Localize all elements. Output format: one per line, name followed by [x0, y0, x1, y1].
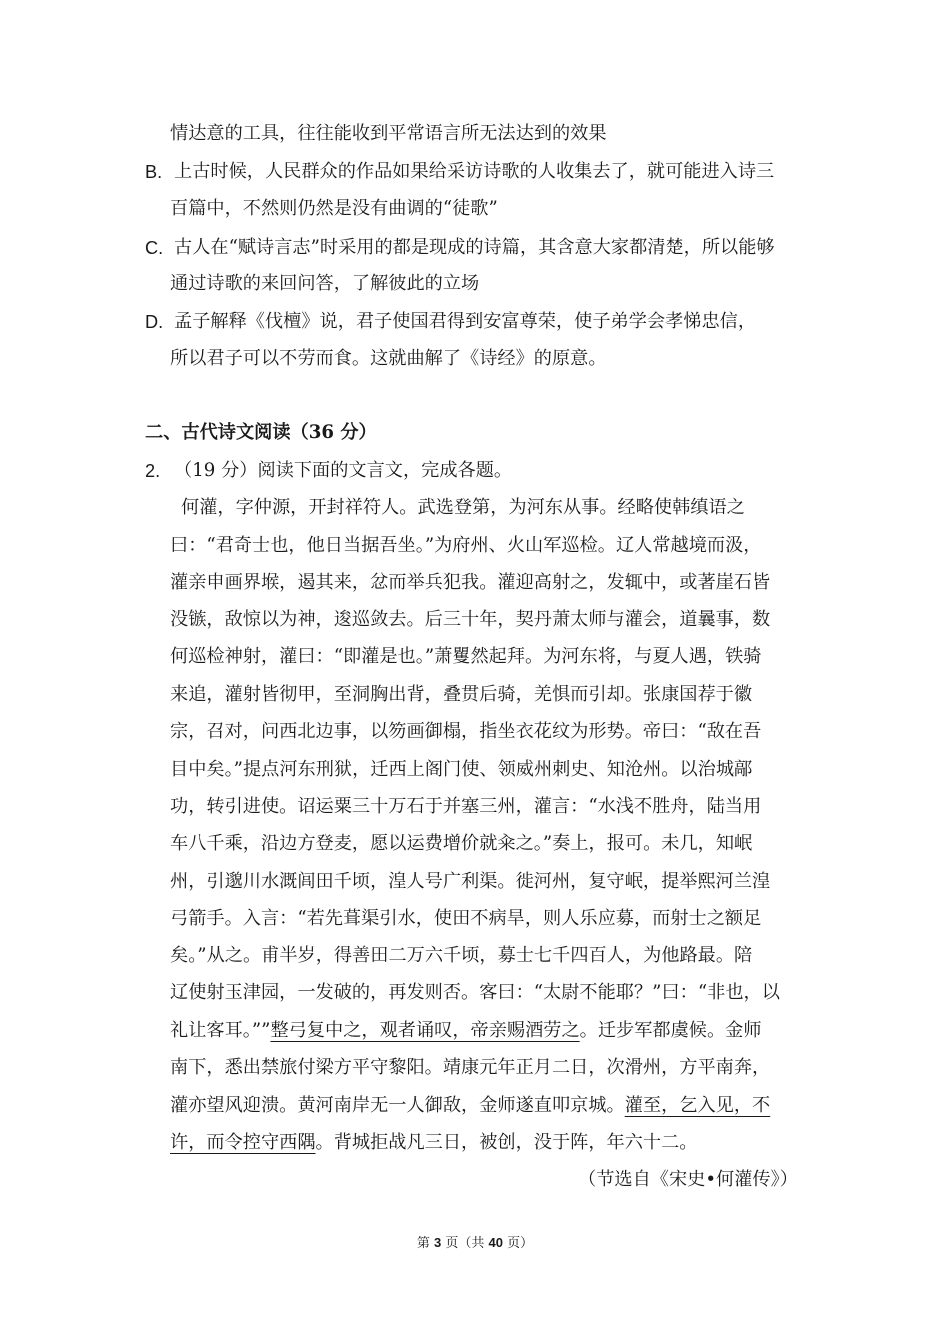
passage-line: 曰：“君奇士也，他日当据吾坐。”为府州、火山军巡检。辽人常越境而汲， — [170, 535, 762, 556]
passage-line: 灌亲申画界堠，遏其来，忿而举兵犯我。灌迎高射之，发辄中，或著崖石皆 — [170, 572, 771, 593]
passage-line: 宗，召对，问西北边事，以笏画御榻，指坐衣花纹为形势。帝曰：“敌在吾 — [170, 721, 762, 742]
option-b-line1: 上古时候，人民群众的作品如果给采访诗歌的人收集去了，就可能进入诗三 — [174, 161, 775, 182]
underlined-sentence-2-part2: 许，而令控守西隅 — [170, 1132, 316, 1153]
passage-line: 何灌，字仲源，开封祥符人。武选登第，为河东从事。经略使韩缜语之 — [181, 497, 745, 518]
passage-line: 矣。”从之。甫半岁，得善田二万六千顷，募士七千四百人，为他路最。陪 — [170, 945, 753, 966]
footer-text: 第 — [416, 1236, 435, 1251]
underlined-sentence-2-part1: 灌至，乞入见，不 — [624, 1095, 771, 1116]
page-footer — [0, 1234, 950, 1253]
footer-page-number: 3 — [434, 1235, 442, 1250]
footer-text: 页（共 — [441, 1236, 489, 1251]
passage-line — [170, 1094, 770, 1118]
passage-text: 。迁步军都虞候。金师 — [579, 1020, 762, 1041]
footer-total-pages: 40 — [488, 1235, 503, 1250]
option-d-line1: 孟子解释《伐檀》说，君子使国君得到安富尊荣，使子弟学会孝悌忠信， — [174, 311, 757, 332]
passage-line: 目中矣。”提点河东刑狱，迁西上阁门使、领威州刺史、知沧州。以治城鄗 — [170, 759, 753, 780]
passage-source: （节选自《宋史•何灌传》） — [578, 1169, 798, 1190]
underlined-sentence-1: 整弓复中之，观者诵叹，帝亲赐酒劳之 — [270, 1020, 580, 1041]
passage-line: 车八千乘，沿边方登麦，愿以运费增价就籴之。”奏上，报可。未几，知岷 — [170, 833, 753, 854]
passage-line — [170, 1019, 762, 1043]
option-d-label: D. — [145, 312, 164, 332]
passage-line: 州，引邈川水溉闾田千顷，湟人号广利渠。徙河州，复守岷，提举熙河兰湟 — [170, 871, 771, 892]
question-prompt: （19 分）阅读下面的文言文，完成各题。 — [174, 460, 513, 481]
option-b-line2: 百篇中，不然则仍然是没有曲调的“徒歌” — [170, 198, 498, 219]
passage-line: 功，转引进使。诏运粟三十万石于并塞三州，灌言：“水浅不胜舟，陆当用 — [170, 796, 762, 817]
passage-text: 灌亦望风迎溃。黄河南岸无一人御敌，金师遂直叩京城。 — [170, 1095, 625, 1116]
passage-line — [170, 1131, 697, 1155]
option-a-tail: 情达意的工具，往往能收到平常语言所无法达到的效果 — [170, 123, 607, 144]
option-c-label: C. — [145, 238, 164, 258]
option-c-line1: 古人在“赋诗言志”时采用的都是现成的诗篇，其含意大家都清楚，所以能够 — [174, 237, 775, 258]
section-heading: 二、古代诗文阅读（36 分） — [145, 422, 377, 443]
option-d-line2: 所以君子可以不劳而食。这就曲解了《诗经》的原意。 — [170, 348, 607, 369]
passage-line: 弓箭手。入言：“若先葺渠引水，使田不病旱，则人乐应募，而射士之额足 — [170, 908, 762, 929]
passage-line: 辽使射玉津园，一发破的，再发则否。客曰：“太尉不能耶？”曰：“非也，以 — [170, 982, 780, 1003]
question-number: 2. — [145, 461, 161, 481]
passage-line: 来追，灌射皆彻甲，至洞胸出背，叠贯后骑，羌惧而引却。张康国荐于徽 — [170, 684, 753, 705]
option-c-line2: 通过诗歌的来回问答，了解彼此的立场 — [170, 273, 480, 294]
passage-line: 没镞，敌惊以为神，逡巡敛去。后三十年，契丹萧太师与灌会，道曩事，数 — [170, 609, 771, 630]
passage-line: 南下，悉出禁旅付梁方平守黎阳。靖康元年正月二日，次滑州，方平南奔， — [170, 1057, 771, 1078]
option-b-label: B. — [145, 162, 163, 182]
passage-text: 。背城拒战凡三日，被创，没于阵，年六十二。 — [315, 1132, 698, 1153]
footer-text: 页） — [502, 1236, 534, 1251]
passage-text: 礼让客耳。”” — [170, 1020, 271, 1041]
passage-line: 何巡检神射，灌曰：“即灌是也。”萧矍然起拜。为河东将，与夏人遇，铁骑 — [170, 646, 762, 667]
